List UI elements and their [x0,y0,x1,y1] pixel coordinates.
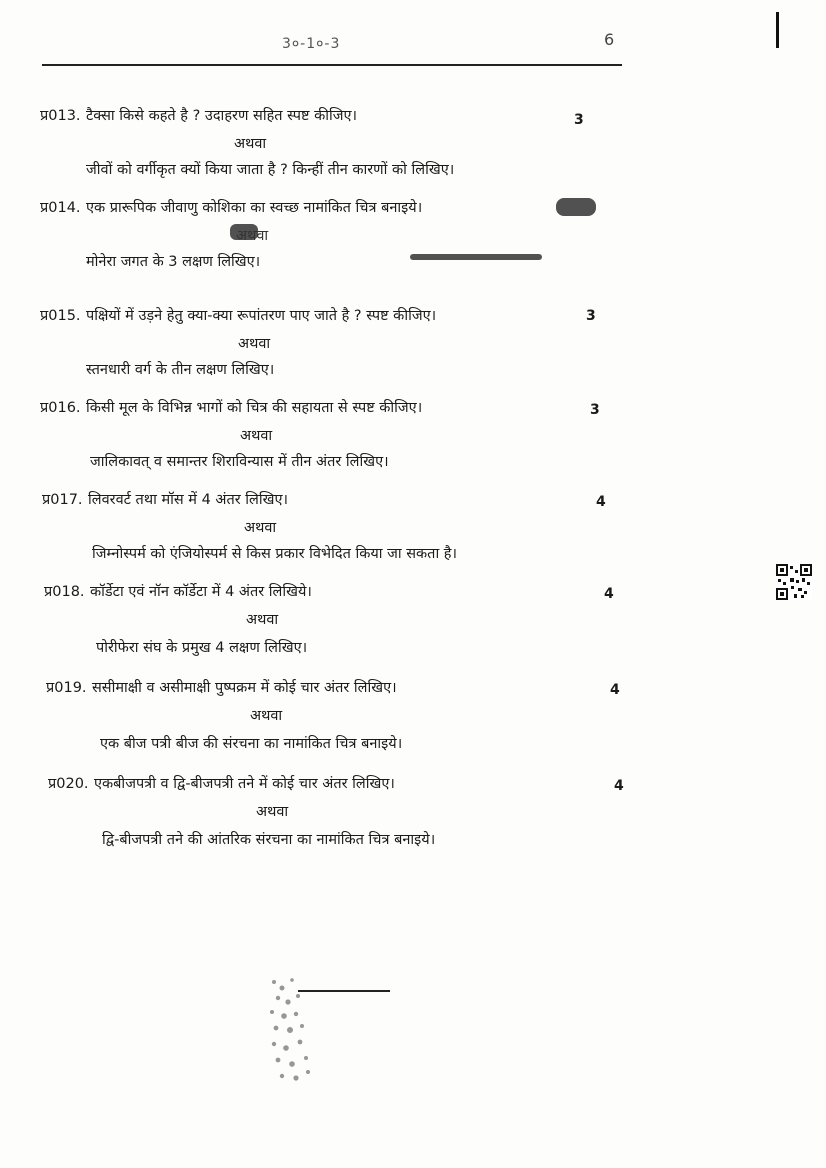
or-label: अथवा [250,708,283,724]
question-text: एकबीजपत्री व द्वि-बीजपत्री तने में कोई चार अंतर लिखिए। [94,776,395,792]
qr-code-icon [776,564,812,600]
question-text: पक्षियों में उड़ने हेतु क्या-क्या रूपांतरण पाए जाते है ? स्पष्ट कीजिए। [86,308,437,324]
alternative-question: जीवों को वर्गीकृत क्यों किया जाता है ? किन्हीं तीन कारणों को लिखिए। [86,162,455,178]
or-label: अथवा [246,612,279,628]
paper-code: 3०-1०-3 [282,36,341,52]
question-text: किसी मूल के विभिन्न भागों को चित्र की सहायता से स्पष्ट कीजिए। [86,400,423,416]
question-marks: 3 [574,112,584,128]
question-marks: 4 [596,494,606,510]
question-number: प्र015. [40,308,81,324]
page-number: 6 [604,30,615,49]
question-marks: 4 [604,586,614,602]
ink-smudge [556,198,596,216]
alternative-question: पोरीफेरा संघ के प्रमुख 4 लक्षण लिखिए। [96,640,308,656]
question-text: लिवरवर्ट तथा मॉस में 4 अंतर लिखिए। [88,492,289,508]
or-label: अथवा [234,136,267,152]
or-label: अथवा [238,336,271,352]
question-number: प्र018. [44,584,85,600]
scan-edge-mark [776,12,779,48]
question-marks: 4 [614,778,624,794]
signature-line [298,990,390,992]
question-18 [44,582,312,602]
question-number: प्र016. [40,400,81,416]
or-label: अथवा [244,520,277,536]
signature-stamp [262,968,322,1088]
question-text: टैक्सा किसे कहते है ? उदाहरण सहित स्पष्ट कीजिए। [86,108,358,124]
alternative-question: जालिकावत् व समान्तर शिराविन्यास में तीन अंतर लिखिए। [90,454,389,470]
question-marks: 3 [590,402,600,418]
question-15 [40,306,436,326]
question-text: ससीमाक्षी व असीमाक्षी पुष्पक्रम में कोई चार अंतर लिखिए। [92,680,397,696]
or-label: अथवा [240,428,273,444]
question-14 [40,198,422,218]
question-text: एक प्रारूपिक जीवाणु कोशिका का स्वच्छ नामांकित चित्र बनाइये। [86,200,423,216]
question-20 [48,774,395,794]
or-label: अथवा [236,228,269,244]
question-number: प्र019. [46,680,87,696]
alternative-question: स्तनधारी वर्ग के तीन लक्षण लिखिए। [86,362,275,378]
question-number: प्र020. [48,776,89,792]
question-19 [46,678,397,698]
question-text: कॉर्डेटा एवं नॉन कॉर्डेटा में 4 अंतर लिखिये। [90,584,312,600]
alternative-question: एक बीज पत्री बीज की संरचना का नामांकित चित्र बनाइये। [100,736,403,752]
question-number: प्र017. [42,492,83,508]
question-17 [42,490,288,510]
question-13 [40,106,357,126]
ink-smudge [410,254,542,260]
alternative-question: जिम्नोस्पर्म को एंजियोस्पर्म से किस प्रकार विभेदित किया जा सकता है। [92,546,458,562]
question-number: प्र014. [40,200,81,216]
question-marks: 4 [610,682,620,698]
header-rule [42,64,622,66]
question-number: प्र013. [40,108,81,124]
question-marks: 3 [586,308,596,324]
question-16 [40,398,422,418]
alternative-question: मोनेरा जगत के 3 लक्षण लिखिए। [86,254,261,270]
or-label: अथवा [256,804,289,820]
alternative-question: द्वि-बीजपत्री तने की आंतरिक संरचना का नामांकित चित्र बनाइये। [102,832,436,848]
